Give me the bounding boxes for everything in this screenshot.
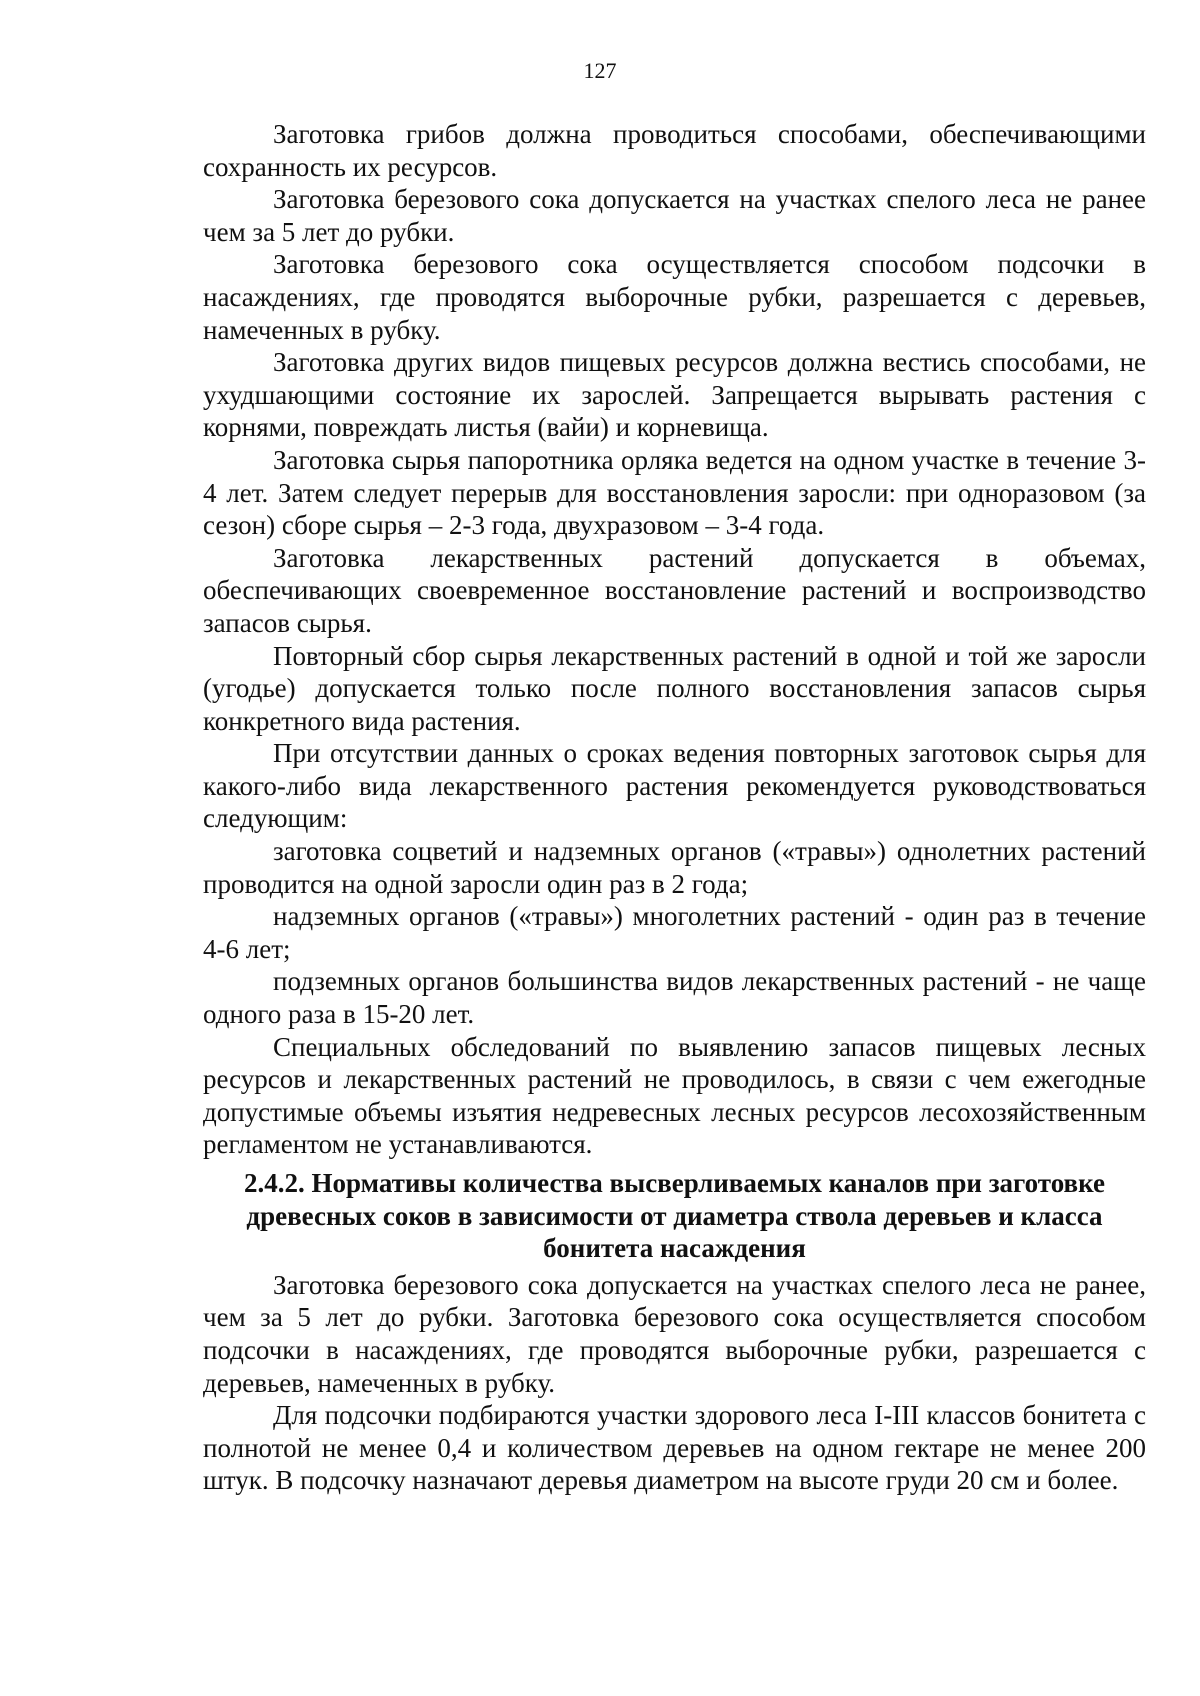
paragraph-bracken-fern: Заготовка сырья папоротника орляка ведется на одном участке в течение 3-4 лет. Затем следует перерыв для восстановления заросли: при одноразовом (за сезон) сборе сырья – 2-3 года, двухразовом – 3-4 года. xyxy=(203,444,1146,541)
paragraph-special-surveys: Специальных обследований по выявлению запасов пищевых лесных ресурсов и лекарственных растений не проводилось, в связи с чем ежегодные допустимые объемы изъятия недревесных лесных ресурсов лесохозяйственным регламентом не устанавливаются. xyxy=(203,1031,1146,1160)
list-item-perennial-plants: надземных органов («травы») многолетних растений - один раз в течение 4-6 лет; xyxy=(203,901,1146,964)
paragraph-mushrooms: Заготовка грибов должна проводиться способами, обеспечивающими сохранность их ресурсов. xyxy=(203,119,1146,182)
paragraph-birch-sap-timing: Заготовка березового сока допускается на участках спелого леса не ранее чем за 5 лет до рубки. xyxy=(203,184,1146,247)
paragraph-absence-of-data: При отсутствии данных о сроках ведения повторных заготовок сырья для какого-либо вида лекарственного растения рекомендуется руководствоваться следующим: xyxy=(203,738,1146,834)
document-body xyxy=(203,118,1146,1497)
list-item-underground-organs: подземных органов большинства видов лекарственных растений - не чаще одного раза в 15-20 лет. xyxy=(203,966,1146,1030)
paragraph-birch-sap-method: Заготовка березового сока осуществляется способом подсочки в насаждениях, где проводятся выборочные рубки, разрешается с деревьев, намеченных в рубку. xyxy=(203,249,1146,345)
page-number: 127 xyxy=(583,58,617,83)
list-item-annual-plants: заготовка соцветий и надземных органов («травы») однолетних растений проводится на одной заросли один раз в 2 года; xyxy=(203,836,1146,899)
paragraph-medicinal-plants: Заготовка лекарственных растений допускается в объемах, обеспечивающих своевременное восстановление растений и воспроизводство запасов сырья. xyxy=(203,542,1146,638)
paragraph-birch-sap-section: Заготовка березового сока допускается на участках спелого леса не ранее, чем за 5 лет до рубки. Заготовка березового сока осуществляется способом подсочки в насаждениях, где проводятся выборочные рубки, разрешается с деревьев, намеченных в рубку. xyxy=(203,1269,1146,1398)
paragraph-tapping-selection: Для подсочки подбираются участки здорового леса I-III классов бонитета с полнотой не менее 0,4 и количеством деревьев на одном гектаре не менее 200 штук. В подсочку назначают деревья диаметром на высоте груди 20 см и более. xyxy=(203,1400,1146,1496)
paragraph-food-resources: Заготовка других видов пищевых ресурсов должна вестись способами, не ухудшающими состояние их зарослей. Запрещается вырывать растения с корнями, повреждать листья (вайи) и корневища. xyxy=(203,347,1146,443)
paragraph-repeat-collection: Повторный сбор сырья лекарственных растений в одной и той же заросли (угодье) допускается только после полного восстановления запасов сырья конкретного вида растения. xyxy=(203,640,1146,736)
section-heading: 2.4.2. Нормативы количества высверливаемых каналов при заготовке древесных соков в зависимости от диаметра ствола деревьев и класса бонитета насаждения xyxy=(244,1168,1105,1264)
